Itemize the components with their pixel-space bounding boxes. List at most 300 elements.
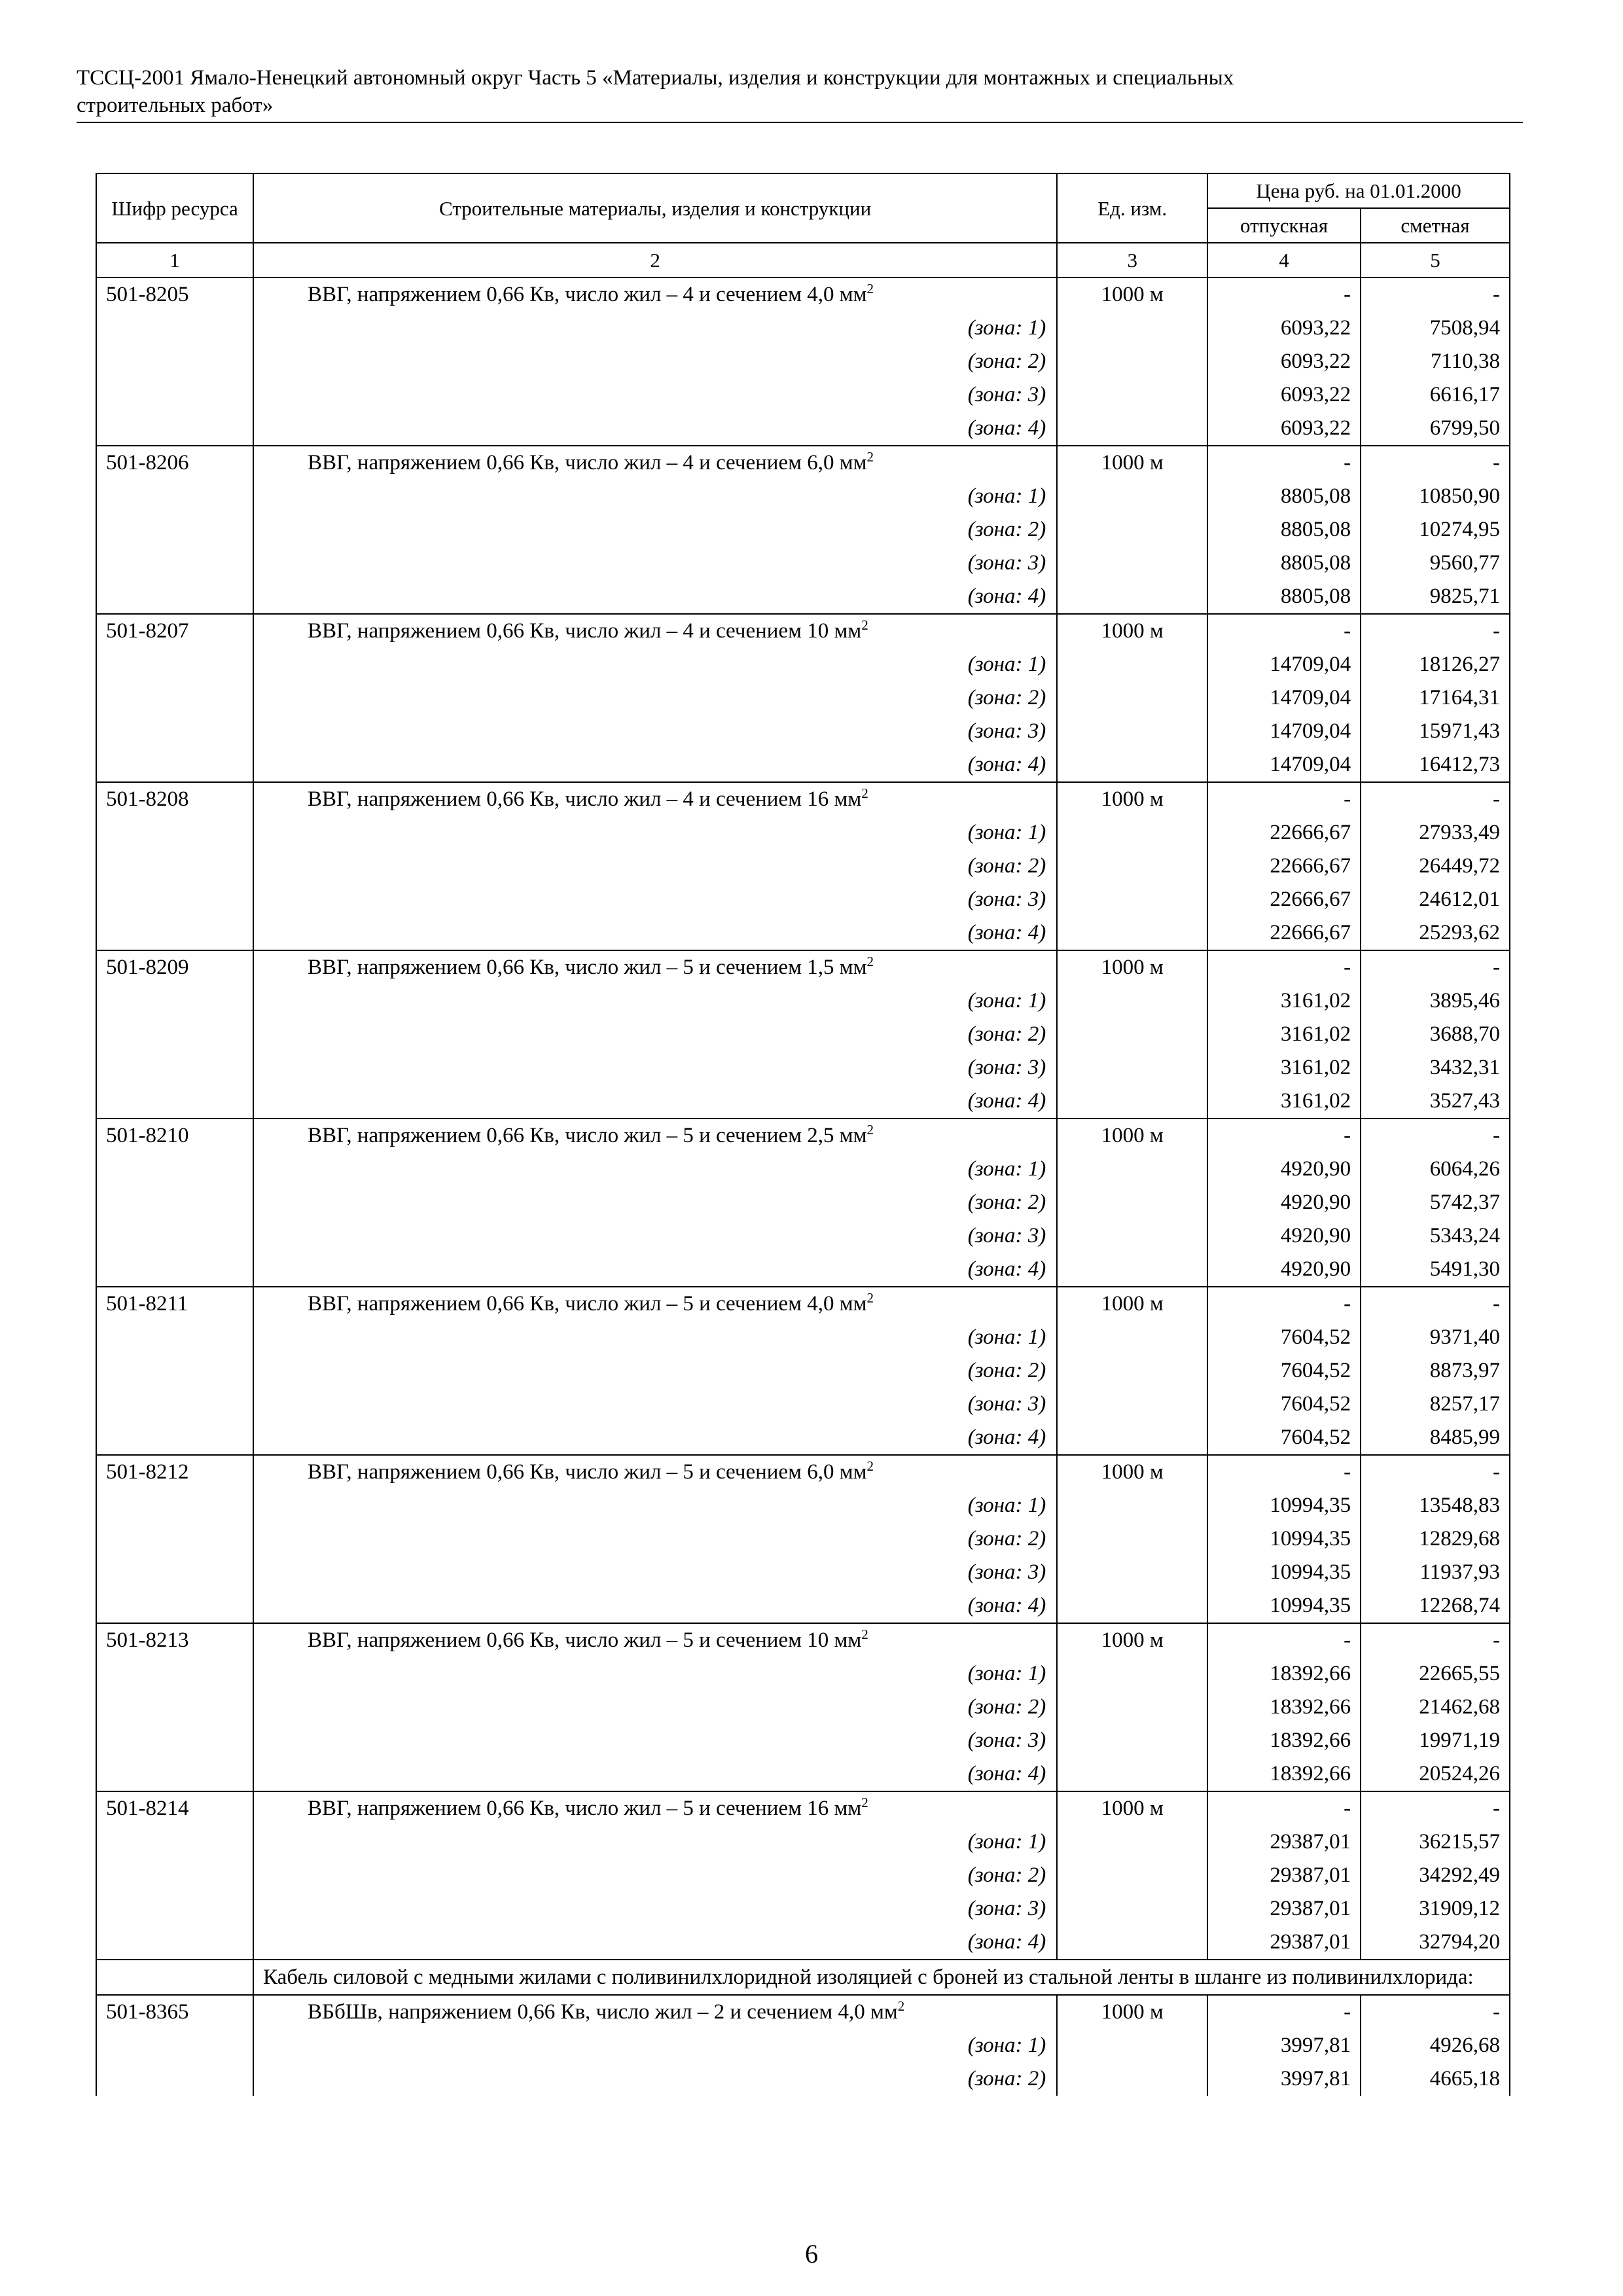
resource-code-empty [96, 1018, 253, 1051]
unit-empty [1057, 1926, 1207, 1960]
material-description [253, 278, 1057, 312]
release-price: 14709,04 [1207, 715, 1361, 748]
zone-label: (зона: 4) [253, 580, 1057, 614]
column-header-release-price: отпускная [1207, 208, 1361, 243]
unit-empty [1057, 1085, 1207, 1119]
release-price: 18392,66 [1207, 1724, 1361, 1757]
resource-code-empty [96, 1825, 253, 1859]
table-row-zone [96, 1489, 1510, 1522]
unit-empty [1057, 1825, 1207, 1859]
release-price: 3161,02 [1207, 1085, 1361, 1119]
resource-code-empty [96, 1085, 253, 1119]
resource-code-empty [96, 1691, 253, 1724]
estimate-price: - [1361, 950, 1510, 984]
estimate-price: - [1361, 446, 1510, 480]
table-row-zone [96, 715, 1510, 748]
table-row-zone [96, 1926, 1510, 1960]
release-price: 18392,66 [1207, 1757, 1361, 1791]
zone-label: (зона: 1) [253, 1489, 1057, 1522]
zone-label: (зона: 2) [253, 1859, 1057, 1892]
estimate-price: 18126,27 [1361, 648, 1510, 681]
table-row-zone [96, 1186, 1510, 1219]
estimate-price: 8485,99 [1361, 1421, 1510, 1455]
table-row-item [96, 950, 1510, 984]
release-price: 3997,81 [1207, 2029, 1361, 2062]
release-price: 6093,22 [1207, 378, 1361, 412]
unit-superscript: 2 [861, 1795, 868, 1810]
table-row-zone [96, 850, 1510, 883]
zone-label: (зона: 2) [253, 1018, 1057, 1051]
estimate-price: - [1361, 1287, 1510, 1321]
release-price: - [1207, 1287, 1361, 1321]
table-row-item [96, 446, 1510, 480]
material-description [253, 1623, 1057, 1657]
table-row-zone [96, 984, 1510, 1018]
estimate-price: 34292,49 [1361, 1859, 1510, 1892]
unit-empty [1057, 648, 1207, 681]
table-row-zone [96, 480, 1510, 513]
resource-code-empty [96, 715, 253, 748]
release-price: 18392,66 [1207, 1691, 1361, 1724]
column-header-unit: Ед. изм. [1057, 173, 1207, 243]
estimate-price: 9560,77 [1361, 547, 1510, 580]
estimate-price: 12829,68 [1361, 1522, 1510, 1556]
release-price: 29387,01 [1207, 1926, 1361, 1960]
resource-code-empty [96, 1926, 253, 1960]
table-row-zone [96, 681, 1510, 715]
unit-empty [1057, 2062, 1207, 2096]
table-row-zone [96, 1153, 1510, 1186]
release-price: - [1207, 614, 1361, 648]
material-name: ВВГ, напряжением 0,66 Кв, число жил – 4 и сечением 16 мм [308, 787, 862, 811]
release-price: 3997,81 [1207, 2062, 1361, 2096]
resource-code-empty [96, 1253, 253, 1287]
release-price: 10994,35 [1207, 1556, 1361, 1589]
release-price: 7604,52 [1207, 1321, 1361, 1354]
zone-label: (зона: 3) [253, 1724, 1057, 1757]
estimate-price: 10850,90 [1361, 480, 1510, 513]
resource-code: 501-8209 [96, 950, 253, 984]
unit-empty [1057, 1051, 1207, 1085]
page-number: 6 [805, 2239, 818, 2269]
estimate-price: 3527,43 [1361, 1085, 1510, 1119]
unit-of-measure: 1000 м [1057, 1287, 1207, 1321]
resource-code-empty [96, 816, 253, 850]
zone-label: (зона: 2) [253, 2062, 1057, 2096]
table-row-zone [96, 1253, 1510, 1287]
release-price: 10994,35 [1207, 1522, 1361, 1556]
table-row-zone [96, 1522, 1510, 1556]
zone-label: (зона: 2) [253, 513, 1057, 547]
unit-empty [1057, 312, 1207, 345]
estimate-price: 3895,46 [1361, 984, 1510, 1018]
zone-label: (зона: 3) [253, 1892, 1057, 1926]
table-row-zone [96, 1018, 1510, 1051]
material-name: ВВГ, напряжением 0,66 Кв, число жил – 5 и сечением 6,0 мм [308, 1460, 867, 1484]
resource-code-empty [96, 850, 253, 883]
table-row-zone [96, 1321, 1510, 1354]
unit-superscript: 2 [866, 449, 874, 465]
document-header [77, 64, 1516, 119]
estimate-price: 7110,38 [1361, 345, 1510, 378]
table-row-zone [96, 513, 1510, 547]
estimate-price: 22665,55 [1361, 1657, 1510, 1691]
unit-empty [1057, 1354, 1207, 1388]
estimate-price: 6616,17 [1361, 378, 1510, 412]
resource-code-empty [96, 1556, 253, 1589]
zone-label: (зона: 2) [253, 1354, 1057, 1388]
resource-code-empty [96, 1657, 253, 1691]
column-number-3: 3 [1057, 243, 1207, 278]
material-name: ВВГ, напряжением 0,66 Кв, число жил – 4 и сечением 10 мм [308, 619, 862, 643]
estimate-price: 7508,94 [1361, 312, 1510, 345]
release-price: 4920,90 [1207, 1153, 1361, 1186]
resource-code-empty [96, 1321, 253, 1354]
estimate-price: - [1361, 1119, 1510, 1153]
table-row-zone [96, 1421, 1510, 1455]
release-price: 7604,52 [1207, 1421, 1361, 1455]
unit-superscript: 2 [866, 281, 874, 296]
table-row-zone [96, 1859, 1510, 1892]
zone-label: (зона: 2) [253, 850, 1057, 883]
unit-empty [1057, 1589, 1207, 1623]
table-row-zone [96, 648, 1510, 681]
estimate-price: - [1361, 278, 1510, 312]
unit-of-measure: 1000 м [1057, 1455, 1207, 1489]
unit-empty [1057, 816, 1207, 850]
resource-code-empty [96, 1724, 253, 1757]
unit-empty [1057, 1253, 1207, 1287]
release-price: 29387,01 [1207, 1825, 1361, 1859]
material-description [253, 614, 1057, 648]
table-row-zone [96, 345, 1510, 378]
estimate-price: 31909,12 [1361, 1892, 1510, 1926]
resource-code-empty [96, 2062, 253, 2096]
zone-label: (зона: 2) [253, 345, 1057, 378]
zone-label: (зона: 3) [253, 378, 1057, 412]
unit-empty [1057, 1489, 1207, 1522]
estimate-price: 3432,31 [1361, 1051, 1510, 1085]
estimate-price: 3688,70 [1361, 1018, 1510, 1051]
material-description [253, 1119, 1057, 1153]
unit-empty [1057, 1018, 1207, 1051]
resource-code-empty [96, 1489, 253, 1522]
unit-of-measure: 1000 м [1057, 446, 1207, 480]
unit-empty [1057, 715, 1207, 748]
estimate-price: 4926,68 [1361, 2029, 1510, 2062]
table-row-zone [96, 1085, 1510, 1119]
material-name: ВБбШв, напряжением 0,66 Кв, число жил – 2 и сечением 4,0 мм [308, 2000, 898, 2024]
zone-label: (зона: 4) [253, 412, 1057, 446]
table-row-zone [96, 1219, 1510, 1253]
release-price: 22666,67 [1207, 850, 1361, 883]
resource-code-empty [96, 1522, 253, 1556]
unit-of-measure: 1000 м [1057, 614, 1207, 648]
release-price: 7604,52 [1207, 1388, 1361, 1421]
resource-code-empty [96, 513, 253, 547]
release-price: 6093,22 [1207, 412, 1361, 446]
resource-code-empty [96, 1960, 253, 1995]
zone-label: (зона: 3) [253, 883, 1057, 916]
resource-code-empty [96, 681, 253, 715]
release-price: 3161,02 [1207, 1051, 1361, 1085]
resource-code-empty [96, 345, 253, 378]
resource-code: 501-8212 [96, 1455, 253, 1489]
table-row-zone [96, 1589, 1510, 1623]
resource-code-empty [96, 480, 253, 513]
unit-of-measure: 1000 м [1057, 950, 1207, 984]
estimate-price: - [1361, 1455, 1510, 1489]
release-price: - [1207, 782, 1361, 816]
table-row-section [96, 1960, 1510, 1995]
resource-code-empty [96, 547, 253, 580]
zone-label: (зона: 1) [253, 1657, 1057, 1691]
zone-label: (зона: 2) [253, 681, 1057, 715]
unit-empty [1057, 1219, 1207, 1253]
release-price: - [1207, 1119, 1361, 1153]
resource-code: 501-8206 [96, 446, 253, 480]
unit-empty [1057, 1892, 1207, 1926]
estimate-price: 16412,73 [1361, 748, 1510, 782]
unit-empty [1057, 1859, 1207, 1892]
release-price: 14709,04 [1207, 748, 1361, 782]
release-price: 4920,90 [1207, 1219, 1361, 1253]
column-number-1: 1 [96, 243, 253, 278]
zone-label: (зона: 3) [253, 1388, 1057, 1421]
column-number-2: 2 [253, 243, 1057, 278]
unit-empty [1057, 850, 1207, 883]
release-price: 22666,67 [1207, 883, 1361, 916]
table-row-zone [96, 547, 1510, 580]
estimate-price: 27933,49 [1361, 816, 1510, 850]
table-row-item [96, 1455, 1510, 1489]
release-price: - [1207, 1623, 1361, 1657]
price-table-body [96, 278, 1510, 2096]
resource-code-empty [96, 2029, 253, 2062]
estimate-price: 11937,93 [1361, 1556, 1510, 1589]
table-row-zone [96, 1354, 1510, 1388]
unit-empty [1057, 480, 1207, 513]
estimate-price: - [1361, 1791, 1510, 1825]
unit-superscript: 2 [866, 954, 874, 969]
estimate-price: 25293,62 [1361, 916, 1510, 950]
unit-empty [1057, 1522, 1207, 1556]
unit-empty [1057, 1186, 1207, 1219]
zone-label: (зона: 4) [253, 1421, 1057, 1455]
table-row-zone [96, 1556, 1510, 1589]
table-row-zone [96, 412, 1510, 446]
resource-code: 501-8208 [96, 782, 253, 816]
estimate-price: 5343,24 [1361, 1219, 1510, 1253]
zone-label: (зона: 1) [253, 984, 1057, 1018]
resource-code-empty [96, 312, 253, 345]
unit-empty [1057, 1388, 1207, 1421]
unit-empty [1057, 1657, 1207, 1691]
price-table [96, 173, 1510, 2096]
unit-empty [1057, 412, 1207, 446]
column-header-estimate-price: сметная [1361, 208, 1510, 243]
release-price: 8805,08 [1207, 580, 1361, 614]
material-description [253, 782, 1057, 816]
resource-code-empty [96, 412, 253, 446]
unit-empty [1057, 1556, 1207, 1589]
release-price: - [1207, 278, 1361, 312]
estimate-price: 15971,43 [1361, 715, 1510, 748]
release-price: 6093,22 [1207, 312, 1361, 345]
zone-label: (зона: 4) [253, 1926, 1057, 1960]
table-row-zone [96, 1757, 1510, 1791]
table-row-zone [96, 1657, 1510, 1691]
material-name: ВВГ, напряжением 0,66 Кв, число жил – 5 и сечением 4,0 мм [308, 1292, 867, 1316]
unit-empty [1057, 580, 1207, 614]
estimate-price: 5742,37 [1361, 1186, 1510, 1219]
unit-of-measure: 1000 м [1057, 1623, 1207, 1657]
table-row-zone [96, 883, 1510, 916]
zone-label: (зона: 4) [253, 916, 1057, 950]
resource-code-empty [96, 1589, 253, 1623]
resource-code-empty [96, 580, 253, 614]
zone-label: (зона: 4) [253, 1085, 1057, 1119]
release-price: 10994,35 [1207, 1589, 1361, 1623]
estimate-price: 32794,20 [1361, 1926, 1510, 1960]
estimate-price: 21462,68 [1361, 1691, 1510, 1724]
zone-label: (зона: 4) [253, 1757, 1057, 1791]
table-row-zone [96, 1051, 1510, 1085]
estimate-price: - [1361, 782, 1510, 816]
estimate-price: 6799,50 [1361, 412, 1510, 446]
column-header-price-group: Цена руб. на 01.01.2000 [1207, 173, 1510, 208]
unit-superscript: 2 [861, 1626, 868, 1642]
release-price: 8805,08 [1207, 513, 1361, 547]
estimate-price: 36215,57 [1361, 1825, 1510, 1859]
estimate-price: - [1361, 1995, 1510, 2029]
resource-code-empty [96, 1421, 253, 1455]
unit-empty [1057, 748, 1207, 782]
estimate-price: 20524,26 [1361, 1757, 1510, 1791]
unit-empty [1057, 345, 1207, 378]
resource-code: 501-8365 [96, 1995, 253, 2029]
estimate-price: 5491,30 [1361, 1253, 1510, 1287]
release-price: 14709,04 [1207, 681, 1361, 715]
material-name: ВВГ, напряжением 0,66 Кв, число жил – 4 и сечением 6,0 мм [308, 451, 867, 475]
release-price: - [1207, 1995, 1361, 2029]
unit-empty [1057, 1153, 1207, 1186]
release-price: 6093,22 [1207, 345, 1361, 378]
resource-code: 501-8210 [96, 1119, 253, 1153]
zone-label: (зона: 1) [253, 1153, 1057, 1186]
table-row-zone [96, 2062, 1510, 2096]
column-number-5: 5 [1361, 243, 1510, 278]
material-name: ВВГ, напряжением 0,66 Кв, число жил – 5 и сечением 2,5 мм [308, 1124, 867, 1147]
unit-of-measure: 1000 м [1057, 782, 1207, 816]
unit-superscript: 2 [861, 785, 868, 801]
table-row-zone [96, 1388, 1510, 1421]
resource-code-empty [96, 1219, 253, 1253]
table-row-item [96, 1623, 1510, 1657]
material-description [253, 1995, 1057, 2029]
resource-code-empty [96, 1051, 253, 1085]
resource-code-empty [96, 648, 253, 681]
resource-code-empty [96, 1388, 253, 1421]
estimate-price: 19971,19 [1361, 1724, 1510, 1757]
unit-empty [1057, 1757, 1207, 1791]
estimate-price: 17164,31 [1361, 681, 1510, 715]
release-price: 22666,67 [1207, 816, 1361, 850]
release-price: 29387,01 [1207, 1892, 1361, 1926]
estimate-price: 13548,83 [1361, 1489, 1510, 1522]
zone-label: (зона: 1) [253, 648, 1057, 681]
table-row-zone [96, 1825, 1510, 1859]
header-line-2: строительных работ» [77, 94, 274, 117]
release-price: 3161,02 [1207, 1018, 1361, 1051]
table-row-zone [96, 748, 1510, 782]
table-row-item [96, 1287, 1510, 1321]
release-price: - [1207, 446, 1361, 480]
release-price: 3161,02 [1207, 984, 1361, 1018]
column-header-name: Строительные материалы, изделия и конструкции [253, 173, 1057, 243]
unit-empty [1057, 1421, 1207, 1455]
unit-empty [1057, 378, 1207, 412]
table-row-zone [96, 1892, 1510, 1926]
zone-label: (зона: 3) [253, 1051, 1057, 1085]
estimate-price: 24612,01 [1361, 883, 1510, 916]
release-price: 4920,90 [1207, 1186, 1361, 1219]
zone-label: (зона: 2) [253, 1186, 1057, 1219]
unit-empty [1057, 916, 1207, 950]
column-header-code: Шифр ресурса [96, 173, 253, 243]
estimate-price: 26449,72 [1361, 850, 1510, 883]
zone-label: (зона: 4) [253, 748, 1057, 782]
table-row-zone [96, 1724, 1510, 1757]
resource-code-empty [96, 883, 253, 916]
material-description [253, 950, 1057, 984]
material-name: ВВГ, напряжением 0,66 Кв, число жил – 5 и сечением 16 мм [308, 1797, 862, 1820]
zone-label: (зона: 3) [253, 715, 1057, 748]
column-number-4: 4 [1207, 243, 1361, 278]
header-divider [77, 122, 1523, 123]
unit-empty [1057, 1691, 1207, 1724]
material-description [253, 1287, 1057, 1321]
table-row-zone [96, 1691, 1510, 1724]
unit-superscript: 2 [866, 1122, 874, 1138]
resource-code-empty [96, 1153, 253, 1186]
table-row-zone [96, 916, 1510, 950]
estimate-price: - [1361, 614, 1510, 648]
table-row-item [96, 1995, 1510, 2029]
material-description [253, 446, 1057, 480]
resource-code-empty [96, 1892, 253, 1926]
unit-empty [1057, 883, 1207, 916]
unit-of-measure: 1000 м [1057, 278, 1207, 312]
table-row-zone [96, 2029, 1510, 2062]
unit-empty [1057, 1724, 1207, 1757]
zone-label: (зона: 3) [253, 1219, 1057, 1253]
estimate-price: 8257,17 [1361, 1388, 1510, 1421]
material-name: ВВГ, напряжением 0,66 Кв, число жил – 4 и сечением 4,0 мм [308, 283, 867, 306]
release-price: - [1207, 1455, 1361, 1489]
unit-superscript: 2 [866, 1458, 874, 1474]
resource-code-empty [96, 984, 253, 1018]
material-description [253, 1455, 1057, 1489]
release-price: 22666,67 [1207, 916, 1361, 950]
release-price: 10994,35 [1207, 1489, 1361, 1522]
zone-label: (зона: 1) [253, 816, 1057, 850]
release-price: 14709,04 [1207, 648, 1361, 681]
resource-code: 501-8214 [96, 1791, 253, 1825]
table-row-zone [96, 580, 1510, 614]
header-line-1: ТССЦ-2001 Ямало-Ненецкий автономный округ Часть 5 «Материалы, изделия и конструкции для монтажных и специальных [77, 66, 1234, 90]
release-price: 18392,66 [1207, 1657, 1361, 1691]
